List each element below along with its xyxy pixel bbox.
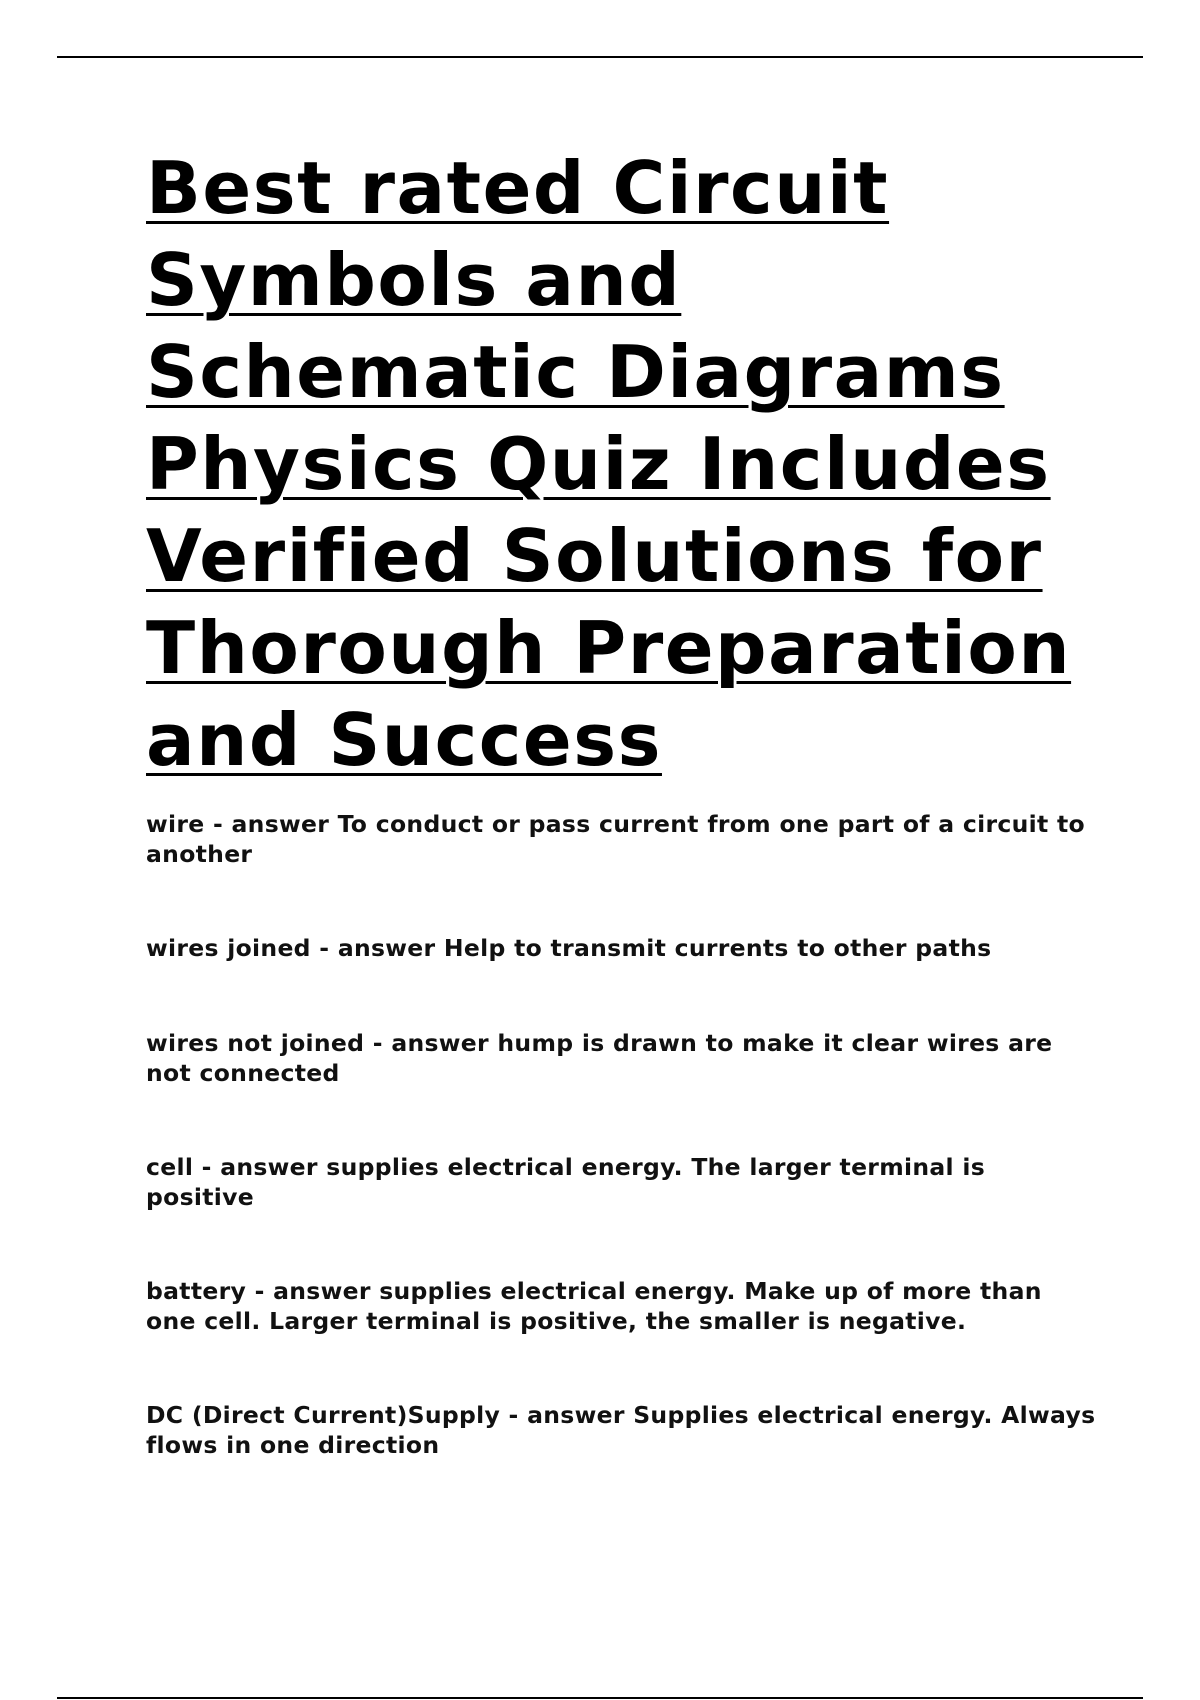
flashcard-entry-wires-not-joined: wires not joined - answer hump is drawn to make it clear wires are not connected xyxy=(146,1029,1053,1087)
document-body xyxy=(146,142,1096,1524)
document-title: Best rated Circuit Symbols and Schematic Diagrams Physics Quiz Includes Verified Solutions for Thorough Preparation and Success xyxy=(146,146,1072,782)
flashcard-entry-battery: battery - answer supplies electrical energy. Make up of more than one cell. Larger terminal is positive, the smaller is negative. xyxy=(146,1277,1042,1335)
top-divider xyxy=(57,56,1143,58)
flashcard-entry-cell: cell - answer supplies electrical energy. The larger terminal is positive xyxy=(146,1153,986,1211)
flashcard-entry-wires-joined: wires joined - answer Help to transmit currents to other paths xyxy=(146,934,992,962)
bottom-divider xyxy=(57,1697,1143,1699)
flashcard-entry-dc-supply: DC (Direct Current)Supply - answer Supplies electrical energy. Always flows in one direction xyxy=(146,1401,1096,1459)
flashcard-entry-wire: wire - answer To conduct or pass current from one part of a circuit to another xyxy=(146,810,1085,868)
flashcard-list xyxy=(146,809,1096,1460)
